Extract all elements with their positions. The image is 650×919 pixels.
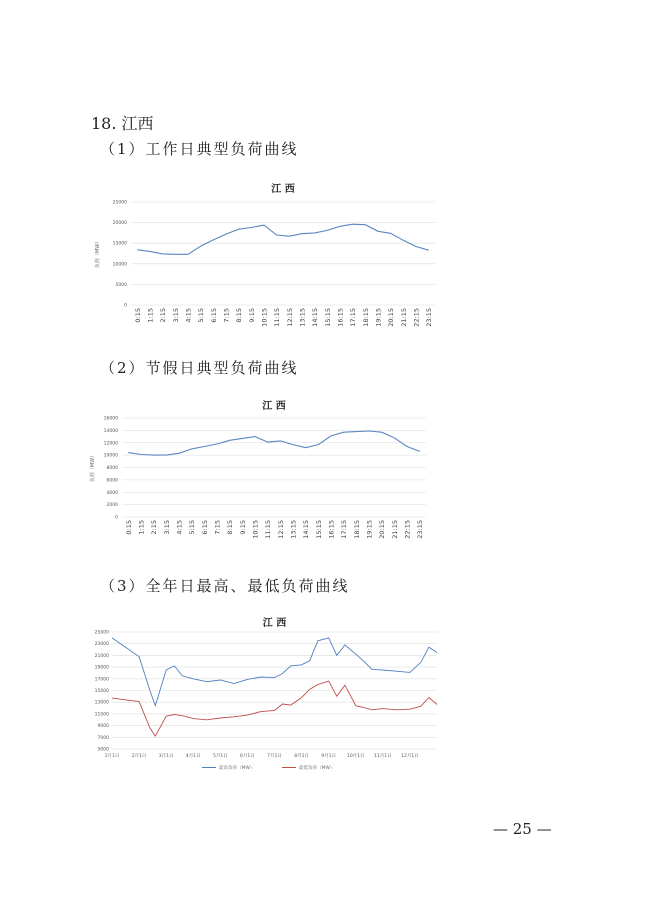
y-tick-label: 5000: [115, 282, 127, 288]
x-tick-label: 4:15: [184, 308, 193, 323]
x-tick-label: 10:15: [251, 520, 260, 539]
x-tick-label: 8:15: [226, 520, 235, 535]
x-tick-label: 7:15: [222, 308, 231, 323]
x-tick-label: 10月1日: [346, 754, 365, 759]
x-tick-label: 0:15: [133, 308, 142, 323]
y-tick-label: 15000: [112, 241, 127, 247]
x-tick-label: 1月1日: [104, 754, 120, 759]
x-tick-label: 0:15: [124, 520, 133, 535]
chart-title: 江 西: [262, 618, 287, 629]
x-tick-label: 11月1日: [374, 754, 392, 759]
y-tick-label: 10000: [103, 453, 118, 459]
x-tick-label: 4:15: [175, 520, 184, 535]
y-tick-label: 5000: [97, 747, 109, 753]
y-tick-label: 10000: [112, 262, 127, 268]
x-tick-label: 10:15: [260, 308, 269, 327]
max-load-series-line: [112, 638, 437, 706]
x-tick-label: 8月1日: [294, 754, 309, 759]
x-tick-label: 13:15: [298, 308, 307, 327]
y-tick-label: 7000: [97, 735, 109, 741]
x-tick-label: 22:15: [412, 308, 421, 327]
x-tick-label: 5月1日: [212, 754, 228, 759]
x-tick-label: 3:15: [171, 308, 180, 323]
x-tick-label: 16:15: [336, 308, 345, 327]
x-tick-label: 21:15: [399, 308, 408, 327]
x-tick-label: 14:15: [311, 308, 320, 327]
x-tick-label: 12:15: [285, 308, 294, 327]
x-tick-label: 16:15: [327, 520, 336, 539]
x-tick-label: 5:15: [197, 308, 206, 323]
x-tick-label: 7月1日: [267, 754, 282, 759]
x-tick-label: 19:15: [374, 308, 383, 327]
x-tick-label: 18:15: [361, 308, 370, 327]
annual-max-min-load-chart: [90, 612, 445, 777]
x-tick-label: 6月1日: [240, 754, 255, 759]
x-tick-label: 9月1日: [321, 754, 337, 759]
x-tick-label: 3:15: [162, 520, 171, 535]
y-tick-label: 21000: [94, 653, 109, 659]
x-tick-label: 7:15: [213, 520, 222, 535]
x-tick-label: 9:15: [238, 520, 247, 535]
y-tick-label: 12000: [103, 441, 118, 447]
y-axis-label: 负荷（MW）: [90, 452, 96, 483]
workday-load-chart: [95, 178, 440, 333]
x-tick-label: 3月1日: [158, 754, 174, 759]
y-tick-label: 6000: [106, 478, 118, 484]
x-tick-label: 2月1日: [131, 754, 147, 759]
y-tick-label: 9000: [97, 724, 109, 730]
x-tick-label: 22:15: [403, 520, 412, 539]
x-tick-label: 11:15: [273, 308, 282, 327]
y-tick-label: 0: [124, 303, 127, 309]
y-tick-label: 11000: [94, 712, 109, 718]
x-tick-label: 23:15: [416, 520, 425, 539]
x-tick-label: 2:15: [150, 520, 159, 535]
x-tick-label: 2:15: [159, 308, 168, 323]
x-tick-label: 23:15: [425, 308, 434, 327]
x-tick-label: 19:15: [365, 520, 374, 539]
x-tick-label: 17:15: [340, 520, 349, 539]
y-tick-label: 19000: [94, 665, 109, 671]
x-tick-label: 6:15: [200, 520, 209, 535]
x-tick-label: 5:15: [188, 520, 197, 535]
holiday-load-chart: [90, 396, 435, 551]
x-tick-label: 15:15: [323, 308, 332, 327]
x-tick-label: 6:15: [209, 308, 218, 323]
page-number: — 25 —: [493, 820, 552, 838]
y-tick-label: 23000: [94, 642, 109, 648]
x-tick-label: 11:15: [264, 520, 273, 539]
x-tick-label: 12:15: [276, 520, 285, 539]
x-tick-label: 8:15: [235, 308, 244, 323]
subsection-workday-title: （1）工作日典型负荷曲线: [100, 140, 299, 158]
y-tick-label: 25000: [112, 200, 127, 206]
y-tick-label: 2000: [106, 503, 118, 509]
section-title: 18. 江西: [91, 114, 154, 133]
x-tick-label: 1:15: [137, 520, 146, 535]
y-axis-label: 负荷（MW）: [95, 238, 101, 269]
y-tick-label: 14000: [103, 428, 118, 434]
legend-label: 最低负荷（MW）: [299, 766, 335, 771]
x-tick-label: 17:15: [349, 308, 358, 327]
chart-title: 江 西: [271, 184, 295, 195]
y-tick-label: 15000: [94, 689, 109, 694]
y-tick-label: 0: [115, 515, 118, 521]
x-tick-label: 13:15: [289, 520, 298, 539]
x-tick-label: 20:15: [387, 308, 396, 327]
y-tick-label: 20000: [112, 221, 127, 227]
y-tick-label: 17000: [94, 677, 109, 683]
y-tick-label: 13000: [94, 700, 109, 706]
x-tick-label: 15:15: [314, 520, 323, 539]
y-tick-label: 16000: [103, 416, 118, 422]
y-tick-label: 4000: [106, 490, 118, 496]
x-tick-label: 12月1日: [401, 754, 419, 759]
x-tick-label: 20:15: [378, 520, 387, 539]
subsection-annual-title: （3）全年日最高、最低负荷曲线: [100, 577, 350, 595]
x-tick-label: 14:15: [302, 520, 311, 539]
legend-label: 最高负荷（MW）: [219, 766, 255, 771]
chart-title: 江 西: [262, 401, 286, 412]
y-tick-label: 8000: [106, 466, 118, 471]
y-tick-label: 25000: [94, 630, 109, 636]
x-tick-label: 1:15: [146, 308, 155, 323]
x-tick-label: 21:15: [390, 520, 399, 539]
x-tick-label: 4月1日: [185, 754, 201, 759]
load-series-line: [137, 224, 428, 254]
x-tick-label: 9:15: [247, 308, 256, 323]
subsection-holiday-title: （2）节假日典型负荷曲线: [100, 359, 299, 377]
x-tick-label: 18:15: [352, 520, 361, 539]
